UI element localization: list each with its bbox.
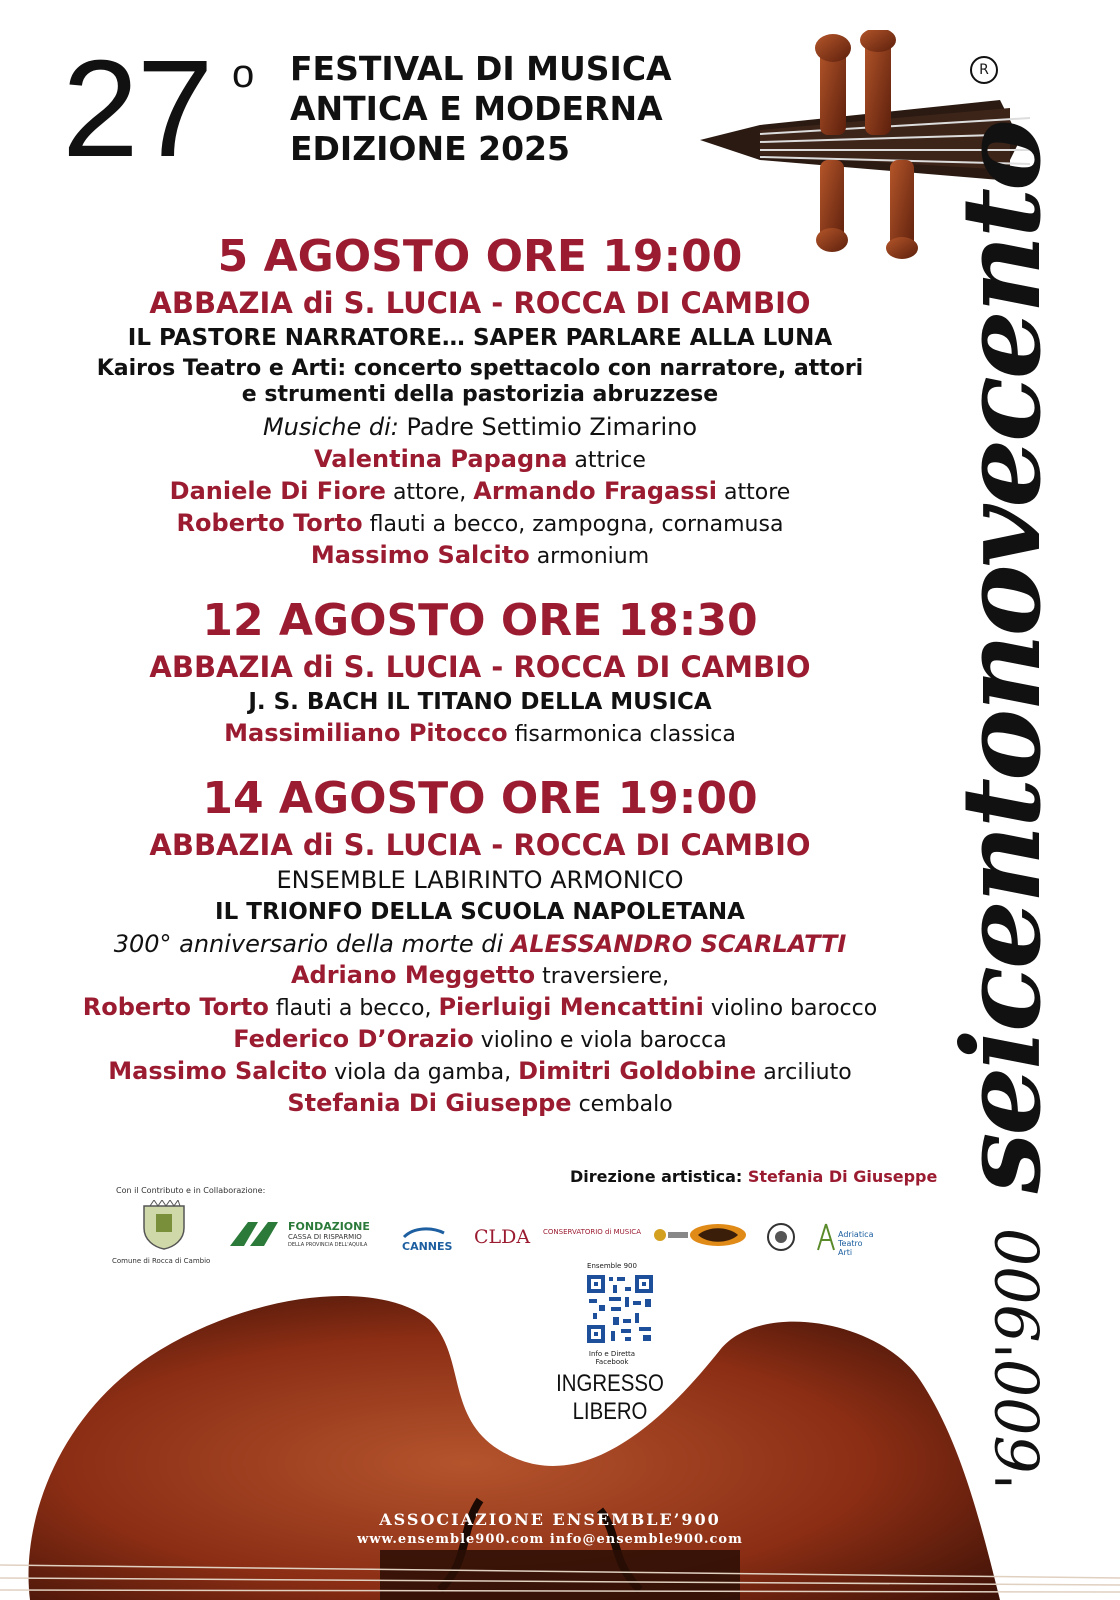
event-title: J. S. BACH IL TITANO DELLA MUSICA <box>248 689 712 715</box>
performer-name: Pierluigi Mencattini <box>438 993 704 1021</box>
performer-line <box>40 960 920 992</box>
performer-role: violino e viola barocca <box>480 1028 727 1053</box>
event-date: 5 AGOSTO ORE 19:00 <box>217 231 743 282</box>
seicentonovecento-wordmark <box>939 121 1065 1490</box>
event-title: IL PASTORE NARRATORE… SAPER PARLARE ALLA LUNA <box>127 325 833 351</box>
event-place: ABBAZIA di S. LUCIA - ROCCA DI CAMBIO <box>149 828 811 862</box>
program <box>40 230 920 1120</box>
event-anniversary <box>40 928 920 960</box>
performer-role: viola da gamba, <box>334 1060 512 1085</box>
anniversary-text: 300° anniversario della morte di <box>113 930 504 958</box>
qr-caption-top: Ensemble 900 <box>587 1262 637 1270</box>
round-seal-icon <box>766 1222 796 1252</box>
performer-line <box>40 1088 920 1120</box>
qr-code-icon <box>585 1273 655 1345</box>
music-label: Musiche di: <box>262 413 399 441</box>
event-description: e strumenti della pastorizia abruzzese <box>241 382 719 407</box>
adriatica-name: Adriatica Teatro Arti <box>838 1230 874 1257</box>
artistic-direction <box>570 1167 937 1186</box>
fondazione-logo <box>230 1218 286 1252</box>
event-description: Kairos Teatro e Arti: concerto spettacolo con narratore, attori <box>96 356 864 381</box>
event-place: ABBAZIA di S. LUCIA - ROCCA DI CAMBIO <box>149 650 811 684</box>
facebook-qr-code[interactable] <box>585 1273 655 1349</box>
performer-name: Massimo Salcito <box>108 1057 328 1085</box>
performer-line <box>40 444 920 476</box>
performer-name: Valentina Papagna <box>314 445 568 473</box>
wordmark-prefix: '600'900 <box>984 1227 1054 1490</box>
performer-name: Massimiliano Pitocco <box>224 719 508 747</box>
fondazione-name: FONDAZIONE <box>288 1220 370 1233</box>
performer-line <box>40 992 920 1024</box>
event-music <box>40 410 920 444</box>
festival-title-line3: EDIZIONE 2025 <box>290 129 570 168</box>
clda-logo: CLDA <box>474 1226 531 1248</box>
performer-name: Federico D’Orazio <box>233 1025 474 1053</box>
adriatica-logo <box>816 1222 836 1256</box>
performer-name: Armando Fragassi <box>473 477 718 505</box>
cannes-name: CANNES <box>402 1240 453 1253</box>
fondazione-mark-icon <box>230 1218 286 1248</box>
performer-name: Adriano Meggetto <box>290 961 536 989</box>
performer-name: Dimitri Goldobine <box>518 1057 757 1085</box>
performer-role: traversiere, <box>542 964 670 989</box>
partner-logo-c <box>766 1222 796 1256</box>
performer-line <box>40 1024 920 1056</box>
event-1 <box>40 230 920 572</box>
performer-line <box>40 718 920 750</box>
registered-mark: R <box>970 56 998 84</box>
anniversary-name: ALESSANDRO SCARLATTI <box>510 930 847 958</box>
direction-name: Stefania Di Giuseppe <box>747 1167 938 1186</box>
performer-line <box>40 1056 920 1088</box>
free-entry-label: INGRESSO LIBERO <box>556 1370 664 1425</box>
qr-caption-bottom: Info e Diretta Facebook <box>588 1350 636 1366</box>
fondazione-sub2: DELLA PROVINCIA DELL'AQUILA <box>288 1242 368 1248</box>
event-date: 14 AGOSTO ORE 19:00 <box>202 773 758 824</box>
event-place: ABBAZIA di S. LUCIA - ROCCA DI CAMBIO <box>149 286 811 320</box>
performer-name: Stefania Di Giuseppe <box>287 1089 572 1117</box>
wordmark-text: seicentonovecento <box>939 121 1065 1194</box>
edition-number: 27 <box>62 32 212 186</box>
wave-icon <box>402 1225 446 1239</box>
association-name: ASSOCIAZIONE ENSEMBLE’900 <box>379 1510 721 1529</box>
partner-badge-icon <box>650 1224 690 1246</box>
comune-crest-logo <box>140 1200 188 1260</box>
partner-logo-a <box>650 1224 690 1250</box>
event-title: IL TRIONFO DELLA SCUOLA NAPOLETANA <box>215 899 745 925</box>
direction-label: Direzione artistica: <box>570 1167 743 1186</box>
crest-icon <box>140 1200 188 1250</box>
performer-role: fisarmonica classica <box>514 722 736 747</box>
festival-title-line2: ANTICA E MODERNA <box>290 89 663 128</box>
event-2 <box>40 594 920 750</box>
performer-role: flauti a becco, <box>275 996 432 1021</box>
website-email[interactable]: www.ensemble900.com info@ensemble900.com <box>357 1532 743 1547</box>
partner-logo-b <box>688 1222 748 1252</box>
event-ensemble: ENSEMBLE LABIRINTO ARMONICO <box>276 866 684 894</box>
performer-role: arciliuto <box>763 1060 852 1085</box>
performer-name: Roberto Torto <box>82 993 269 1021</box>
performer-role: armonium <box>536 544 650 569</box>
comune-caption: Comune di Rocca di Cambio <box>112 1257 211 1265</box>
performer-role: violino barocco <box>710 996 878 1021</box>
festival-title-line1: FESTIVAL DI MUSICA <box>290 49 672 88</box>
performer-line <box>40 540 920 572</box>
performer-role: flauti a becco, zampogna, cornamusa <box>369 512 784 537</box>
partner-emblem-icon <box>688 1222 748 1248</box>
music-composer: Padre Settimio Zimarino <box>406 413 698 441</box>
performer-name: Massimo Salcito <box>310 541 530 569</box>
performer-name: Daniele Di Fiore <box>169 477 386 505</box>
event-3 <box>40 772 920 1120</box>
contribution-label: Con il Contributo e in Collaborazione: <box>116 1186 266 1195</box>
performer-role: attrice <box>574 448 646 473</box>
performer-role: attore <box>724 480 791 505</box>
conservatorio-logo: CONSERVATORIO di MUSICA <box>543 1228 641 1236</box>
edition-degree: o <box>232 52 255 96</box>
performer-name: Roberto Torto <box>176 509 363 537</box>
performer-role: attore, <box>392 480 467 505</box>
adriatica-mark-icon <box>816 1222 836 1252</box>
performer-line <box>40 476 920 508</box>
performer-line <box>40 508 920 540</box>
performer-role: cembalo <box>578 1092 673 1117</box>
fondazione-sub1: CASSA DI RISPARMIO <box>288 1233 362 1241</box>
event-date: 12 AGOSTO ORE 18:30 <box>202 595 758 646</box>
